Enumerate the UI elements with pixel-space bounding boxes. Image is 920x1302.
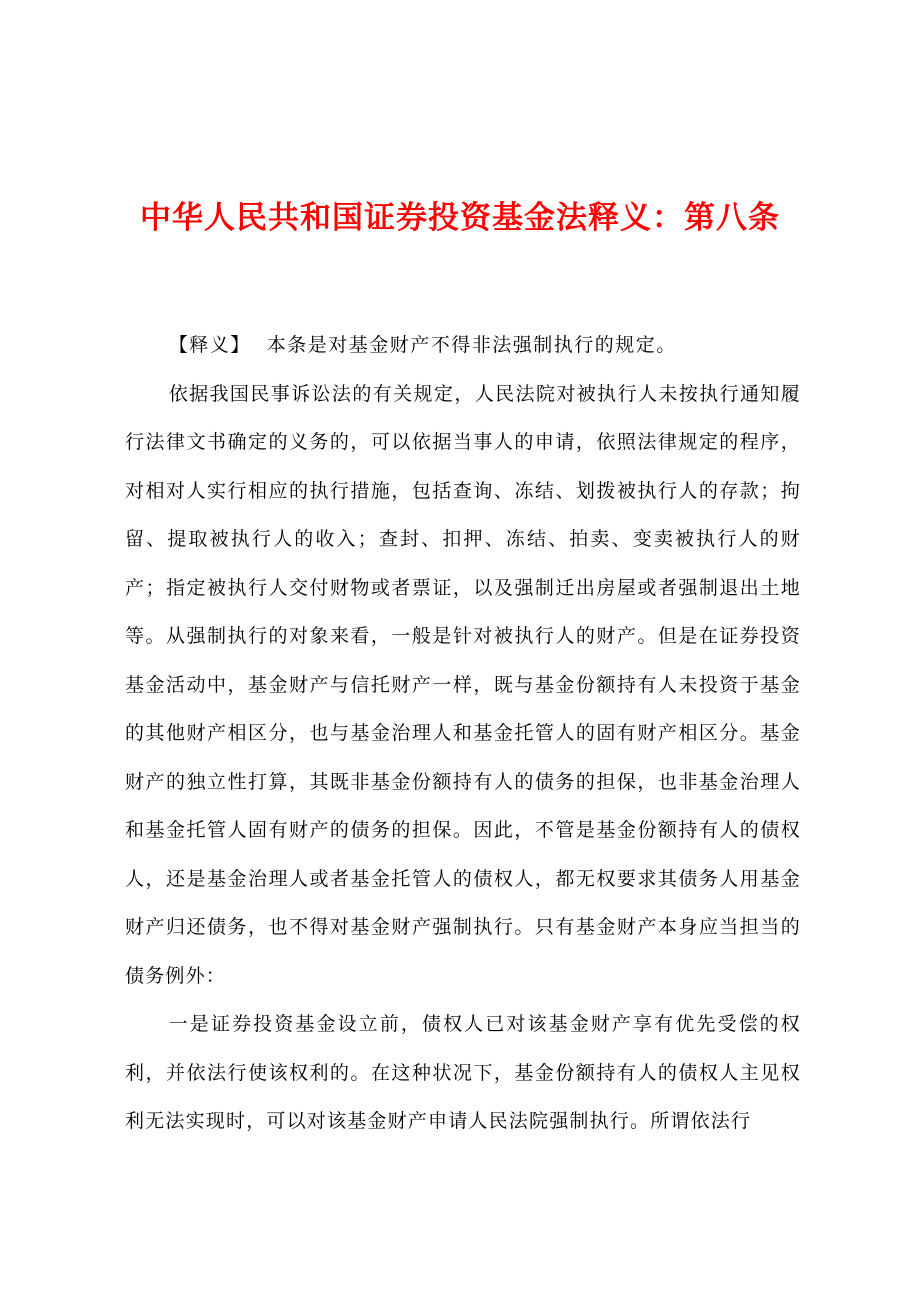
note-label: 【释义】 xyxy=(168,334,251,356)
paragraph: 依据我国民事诉讼法的有关规定，人民法院对被执行人未按执行通知履行法律文书确定的义务的，可以依据当事人的申请，依照法律规定的程序，对相对人实行相应的执行措施，包括查询、冻结、划拨被执行人的存款；拘留、提取被执行人的收入；查封、扣押、冻结、拍卖、变卖被执行人的财产；指定被执行人交付财物或者票证，以及强制迁出房屋或者强制退出土地等。从强制执行的对象来看，一般是针对被执行人的财产。但是在证券投资基金活动中，基金财产与信托财产一样，既与基金份额持有人未投资于基金的其他财产相区分，也与基金治理人和基金托管人的固有财产相区分。基金财产的独立性打算，其既非基金份额持有人的债务的担保，也非基金治理人和基金托管人固有财产的债务的担保。因此，不管是基金份额持有人的债权人，还是基金治理人或者基金托管人的债权人，都无权要求其债务人用基金财产归还债务，也不得对基金财产强制执行。只有基金财产本身应当担当的债务例外： xyxy=(125,382,801,987)
note-text: 本条是对基金财产不得非法强制执行的规定。 xyxy=(266,334,677,356)
document-title: 中华人民共和国证券投资基金法释义：第八条 xyxy=(140,200,780,236)
document-body xyxy=(125,321,801,1146)
paragraph: 一是证券投资基金设立前，债权人已对该基金财产享有优先受偿的权利，并依法行使该权利的。在这种状况下，基金份额持有人的债权人主见权利无法实现时，可以对该基金财产申请人民法院强制执行。所谓依法行 xyxy=(125,1013,801,1132)
note-paragraph xyxy=(125,321,801,370)
